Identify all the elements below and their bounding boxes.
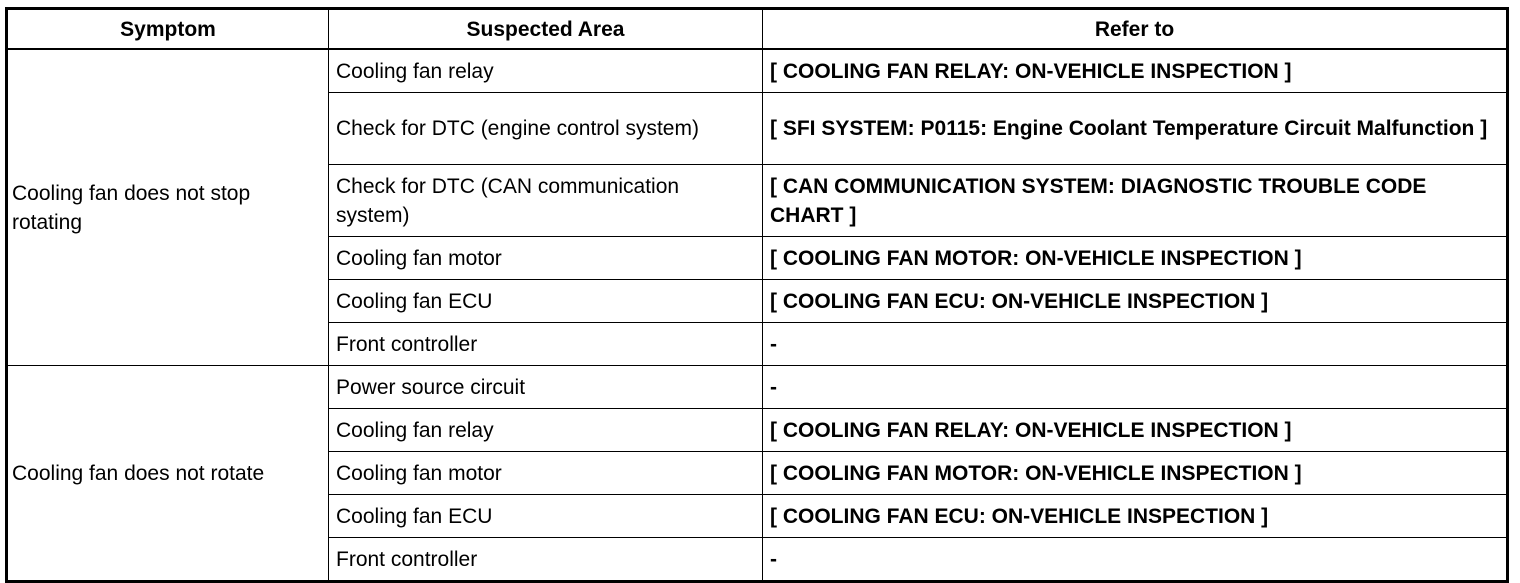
suspected-area-cell: Cooling fan motor [329,452,763,495]
header-refer-to: Refer to [763,9,1508,50]
suspected-area-cell: Check for DTC (CAN communication system) [329,165,763,237]
header-row [7,9,1508,50]
refer-to-link[interactable]: [ COOLING FAN MOTOR: ON-VEHICLE INSPECTION ] [763,452,1508,495]
refer-to-link[interactable]: [ COOLING FAN RELAY: ON-VEHICLE INSPECTION ] [763,409,1508,452]
refer-to-link[interactable]: [ COOLING FAN ECU: ON-VEHICLE INSPECTION ] [763,495,1508,538]
refer-to-link[interactable]: [ SFI SYSTEM: P0115: Engine Coolant Temperature Circuit Malfunction ] [763,93,1508,165]
symptom-cell: Cooling fan does not stop rotating [7,49,329,366]
header-symptom: Symptom [7,9,329,50]
refer-to-link[interactable]: [ COOLING FAN MOTOR: ON-VEHICLE INSPECTION ] [763,237,1508,280]
suspected-area-cell: Front controller [329,538,763,582]
refer-to-link[interactable]: [ COOLING FAN RELAY: ON-VEHICLE INSPECTION ] [763,49,1508,93]
suspected-area-cell: Cooling fan ECU [329,280,763,323]
suspected-area-cell: Front controller [329,323,763,366]
suspected-area-cell: Cooling fan motor [329,237,763,280]
symptom-cell: Cooling fan does not rotate [7,366,329,582]
table-row [7,366,1508,409]
refer-to-cell: - [763,323,1508,366]
refer-to-link[interactable]: [ CAN COMMUNICATION SYSTEM: DIAGNOSTIC TROUBLE CODE CHART ] [763,165,1508,237]
suspected-area-cell: Cooling fan relay [329,409,763,452]
suspected-area-cell: Power source circuit [329,366,763,409]
suspected-area-cell: Check for DTC (engine control system) [329,93,763,165]
suspected-area-cell: Cooling fan ECU [329,495,763,538]
header-suspected-area: Suspected Area [329,9,763,50]
symptom-table [5,7,1509,583]
refer-to-cell: - [763,366,1508,409]
suspected-area-cell: Cooling fan relay [329,49,763,93]
refer-to-cell: - [763,538,1508,582]
refer-to-link[interactable]: [ COOLING FAN ECU: ON-VEHICLE INSPECTION ] [763,280,1508,323]
table-row [7,49,1508,93]
